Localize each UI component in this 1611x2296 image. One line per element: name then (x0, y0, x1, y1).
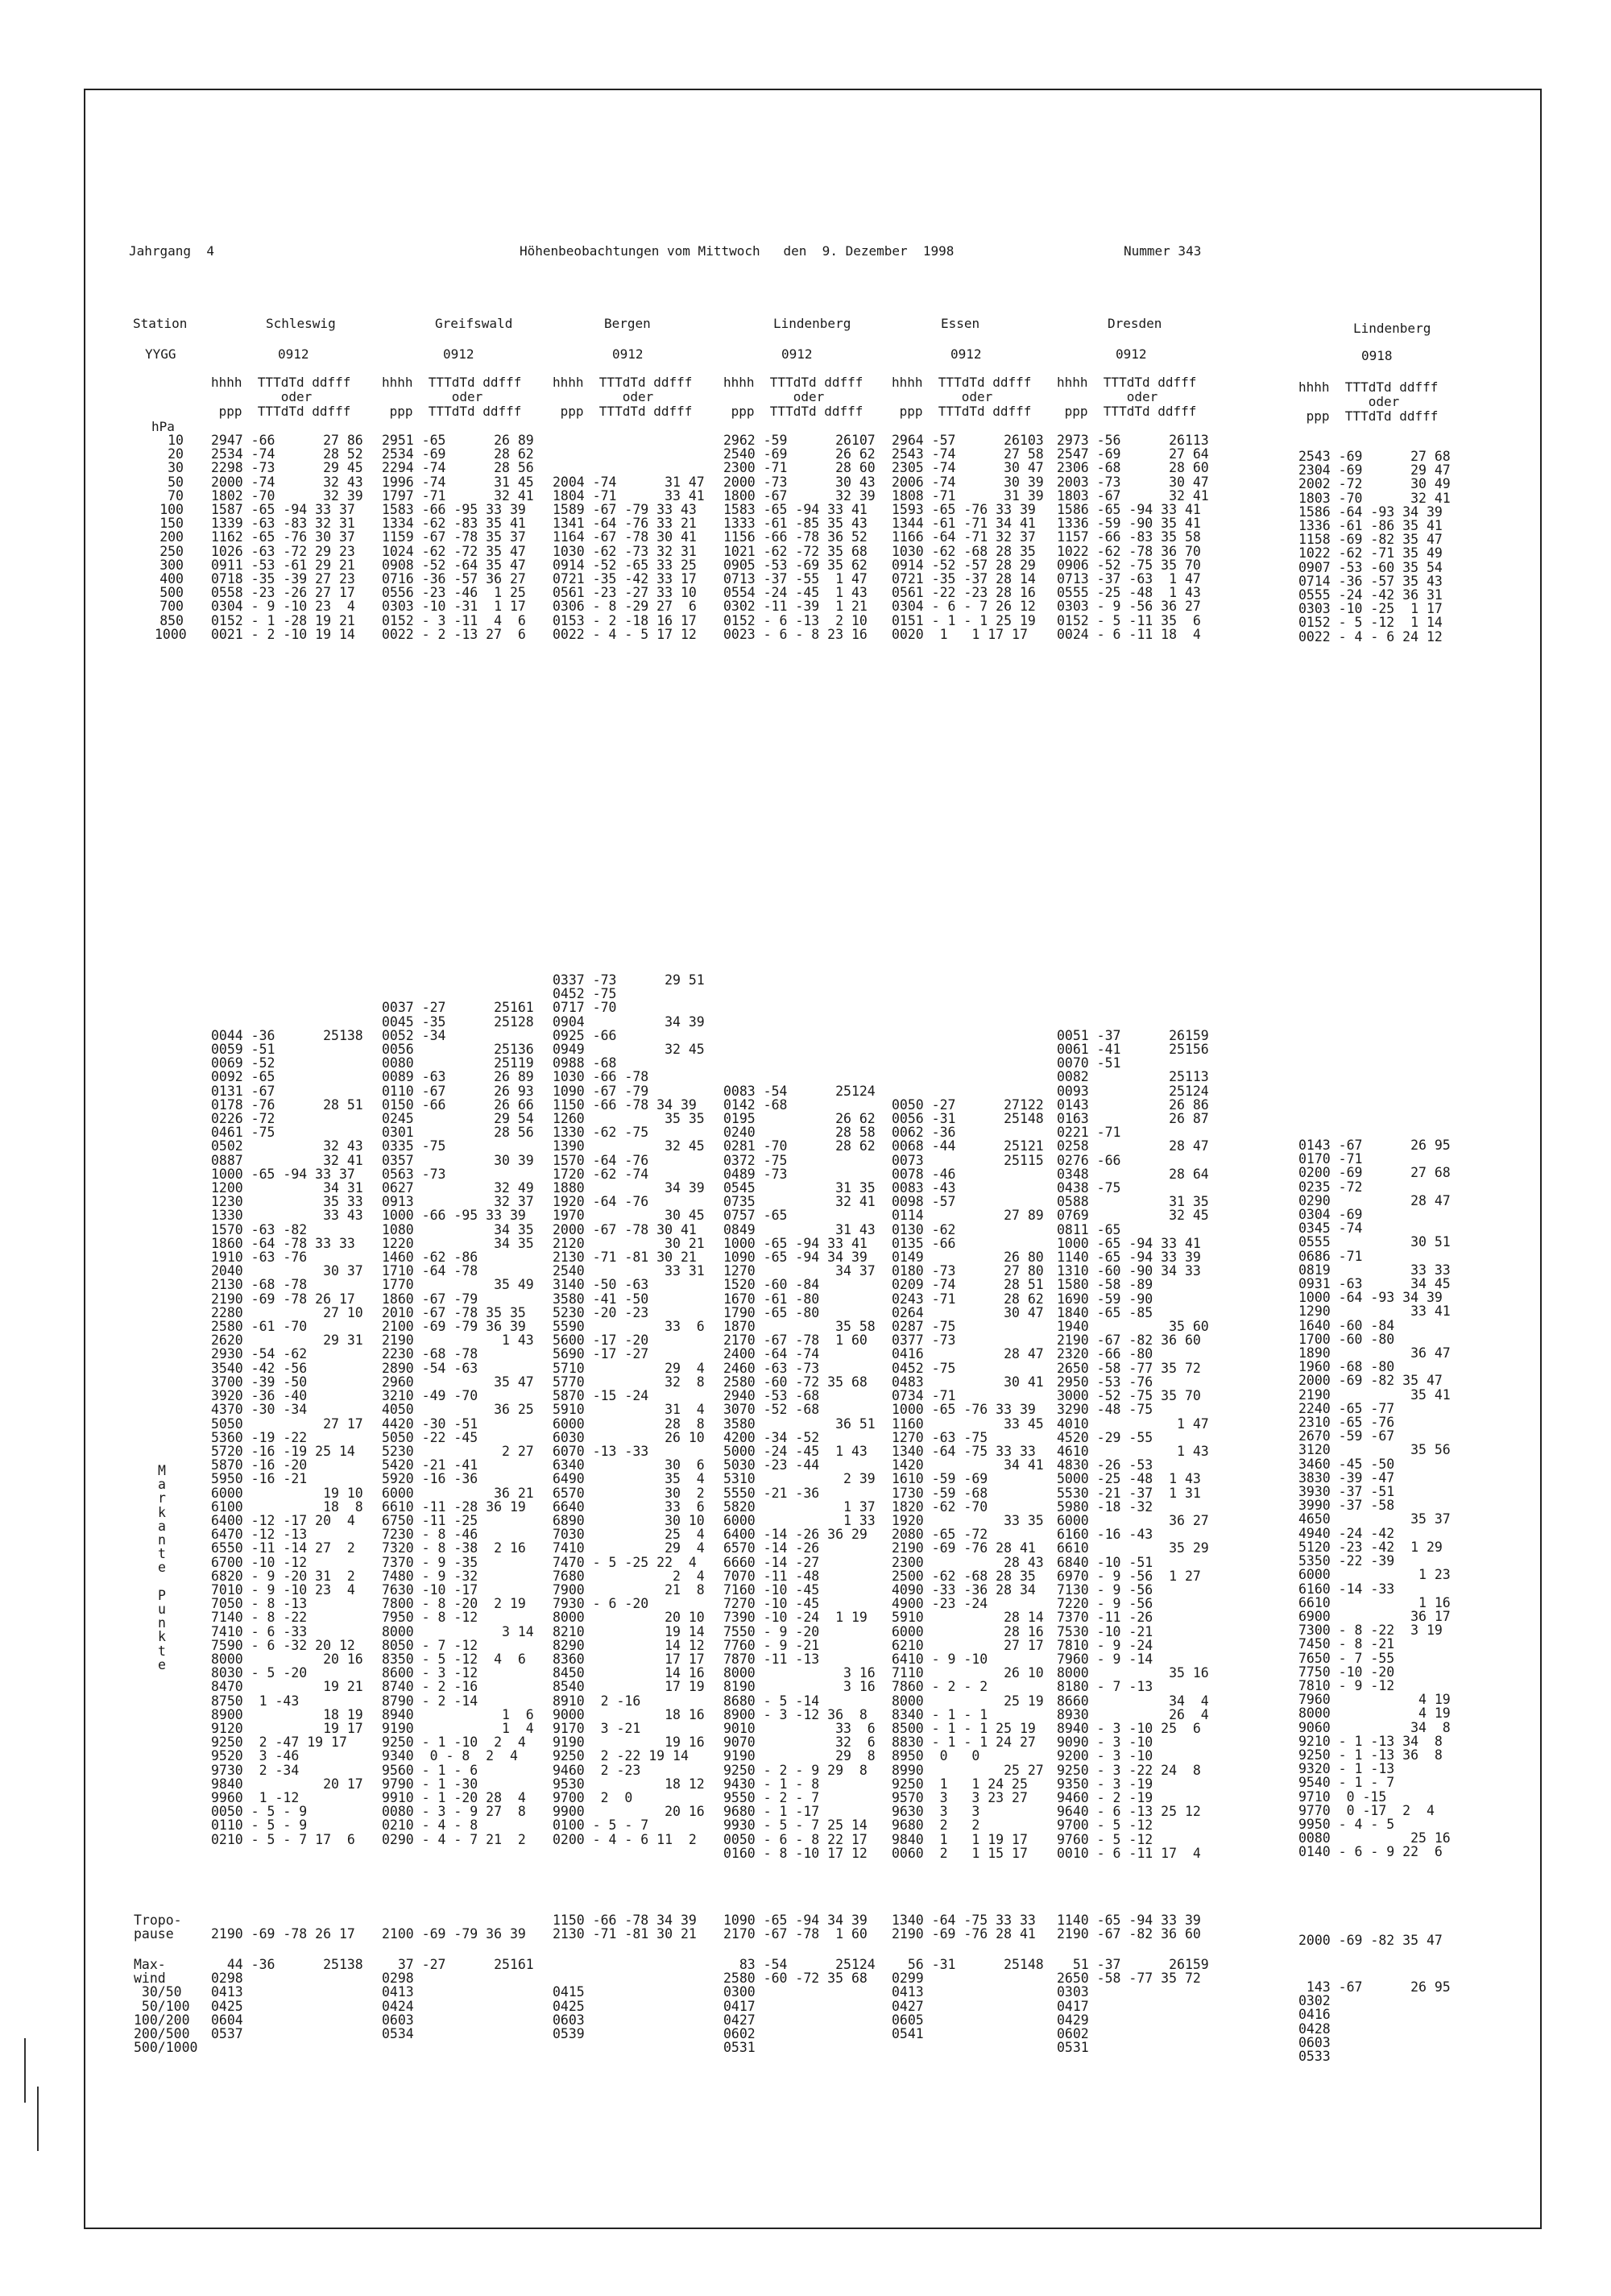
station-time: 0912 (781, 346, 813, 362)
station-name: Dresden (1108, 316, 1162, 331)
tropopause-greifswald: 2100 -69 -79 36 39 (382, 1926, 526, 1942)
tropopause-schleswig: 2190 -69 -78 26 17 (211, 1926, 355, 1942)
column-subheader: hhhh TTTdTd ddfff oder ppp TTTdTd ddfff (1057, 375, 1197, 419)
column-subheader: hhhh TTTdTd ddfff oder ppp TTTdTd ddfff (211, 375, 351, 419)
column-subheader: hhhh TTTdTd ddfff oder ppp TTTdTd ddfff (553, 375, 693, 419)
station-label: Station (133, 316, 188, 331)
tropopause-bergen: 1150 -66 -78 34 39 2130 -71 -81 30 21 (553, 1913, 697, 1942)
significant-points-lindenberg: 0083 -54 25124 0142 -68 0195 26 62 0240 28 58 0281 -70 28 62 0372 -75 0489 -73 0545 31 35 0735 32 41 0757 -65 0849 31 43 1000 -65 -94 33 41 1090 -65 -94 34 39 1270 34 37 1520 -60 -84 1670 -61 -80 1790 -65 -80 1870 35 58 2170 -67 -78 1 60 2400 -64 -74 2460 -63 -73 2580 -60 -72 35 68 2940 -53 -68 3070 -52 -68 3580 36 51 4200 -34 -52 5000 -24 -45 1 43 5030 -23 -44 5310 2 39 5550 -21 -36 5820 1 37 6000 1 33 6400 -14 -26 36 29 6570 -14 -26 6660 -14 -27 7070 -11 -48 7160 -10 -45 7270 -10 -45 7390 -10 -24 1 19 7550 - 9 -20 7760 - 9 -21 7870 -11 -13 8000 3 16 8190 3 16 8680 - 5 -14 8900 - 3 -12 36 8 9010 33 6 9070 32 6 9190 29 8 9250 - 2 - 9 29 8 9430 - 1 - 8 9550 - 2 - 7 9680 - 1 -17 9930 - 5 - 7 25 14 0050 - 6 - 8 22 17 0160 - 8 -10 17 12 (723, 1083, 876, 1861)
maxwind-lindenberg: 83 -54 25124 2580 -60 -72 35 68 0300 0417 0427 0602 0531 (723, 1957, 876, 2056)
maxwind-schleswig: 44 -36 25138 0298 0413 0425 0604 0537 (211, 1957, 363, 2042)
tropopause-essen: 1340 -64 -75 33 33 2190 -69 -76 28 41 (892, 1913, 1036, 1942)
standard-levels-lindenberg-0918: 2543 -69 27 68 2304 -69 29 47 2002 -72 30 49 1803 -70 32 41 1586 -64 -93 34 39 1336 -61 -86 35 41 1158 -69 -82 35 47 1022 -62 -71 35 49 0907 -53 -60 35 54 0714 -36 -57 35 43 0555 -24 -42 36 31 0303 -10 -25 1 17 0152 - 5 -12 1 14 0022 - 4 - 6 24 12 (1298, 449, 1451, 644)
hpa-label: hPa (151, 419, 175, 434)
standard-levels-lindenberg: 2962 -59 26107 2540 -69 26 62 2300 -71 28 60 2000 -73 30 43 1800 -67 32 39 1583 -65 -94 33 41 1333 -61 -85 35 43 1156 -66 -78 36 52 1021 -62 -72 35 68 0905 -53 -69 35 62 0713 -37 -55 1 47 0554 -24 -45 1 43 0302 -11 -39 1 21 0152 - 6 -13 2 10 0023 - 6 - 8 23 16 (723, 433, 876, 642)
station-name: Bergen (604, 316, 651, 331)
issue-number: Nummer 343 (1124, 243, 1202, 259)
station-name: Greifswald (435, 316, 513, 331)
maxwind-label: Max- wind 30/50 50/100 100/200 200/500 500/1000 (134, 1957, 198, 2056)
page-title: Höhenbeobachtungen vom Mittwoch den 9. Dezember 1998 (520, 243, 955, 259)
maxwind-bergen: 0415 0425 0603 0539 (553, 1984, 585, 2042)
column-subheader: hhhh TTTdTd ddfff oder ppp TTTdTd ddfff (723, 375, 863, 419)
standard-levels-essen: 2964 -57 26103 2543 -74 27 58 2305 -74 30 47 2006 -74 30 39 1808 -71 31 39 1593 -65 -76 33 39 1344 -61 -71 34 41 1166 -64 -71 32 37 1030 -62 -68 28 35 0914 -52 -57 28 29 0721 -35 -37 28 14 0561 -22 -23 28 16 0304 - 6 - 7 26 12 0151 - 1 - 1 25 19 0020 1 1 17 17 (892, 433, 1044, 642)
maxwind-lindenberg-0918: 143 -67 26 95 0302 0416 0428 0603 0533 (1298, 1979, 1451, 2065)
column-subheader: hhhh TTTdTd ddfff oder ppp TTTdTd ddfff (892, 375, 1032, 419)
standard-levels-bergen: 2004 -74 31 47 1804 -71 33 41 1589 -67 -79 33 43 1341 -64 -76 33 21 1164 -67 -78 30 41 1030 -62 -73 32 31 0914 -52 -65 33 25 0721 -35 -42 33 17 0561 -23 -27 33 10 0306 - 8 -29 27 6 0153 - 2 -18 16 17 0022 - 4 - 5 17 12 (553, 474, 705, 642)
maxwind-greifswald: 37 -27 25161 0298 0413 0424 0603 0534 (382, 1957, 534, 2042)
significant-points-schleswig: 0044 -36 25138 0059 -51 0069 -52 0092 -65 0131 -67 0178 -76 28 51 0226 -72 0461 -75 0502 32 43 0887 32 41 1000 -65 -94 33 37 1200 34 31 1230 35 33 1330 33 43 1570 -63 -82 1860 -64 -78 33 33 1910 -63 -76 2040 30 37 2130 -68 -78 2190 -69 -78 26 17 2280 27 10 2580 -61 -70 2620 29 31 2930 -54 -62 3540 -42 -56 3700 -39 -50 3920 -36 -40 4370 -30 -34 5050 27 17 5360 -19 -22 5720 -16 -19 25 14 5870 -16 -20 5950 -16 -21 6000 19 10 6100 18 8 6400 -12 -17 20 4 6470 -12 -13 6550 -11 -14 27 2 6700 -10 -12 6820 - 9 -20 31 2 7010 - 9 -10 23 4 7050 - 8 -13 7140 - 8 -22 7410 - 6 -33 7590 - 6 -32 20 12 8000 20 16 8030 - 5 -20 8470 19 21 8750 1 -43 8900 18 19 9120 19 17 9250 2 -47 19 17 9520 3 -46 9730 2 -34 9840 20 17 9960 1 -12 0050 - 5 - 9 0110 - 5 - 9 0210 - 5 - 7 17 6 (211, 1027, 363, 1847)
station-time: 0912 (1116, 346, 1147, 362)
tropopause-dresden: 1140 -65 -94 33 39 2190 -67 -82 36 60 (1057, 1913, 1201, 1942)
pressure-levels: 10 20 30 50 70 100 150 200 250 300 400 500 700 850 1000 (155, 433, 187, 642)
station-time: 0912 (278, 346, 309, 362)
tropopause-label: Tropo- pause (134, 1913, 182, 1942)
station-name: Lindenberg (773, 316, 851, 331)
standard-levels-dresden: 2973 -56 26113 2547 -69 27 64 2306 -68 28 60 2003 -73 30 47 1803 -67 32 41 1586 -65 -94 33 41 1336 -59 -90 35 41 1157 -66 -83 35 58 1022 -62 -78 36 70 0906 -52 -75 35 70 0713 -37 -63 1 47 0555 -25 -48 1 43 0303 - 9 -56 36 27 0152 - 5 -11 35 6 0024 - 6 -11 18 4 (1057, 433, 1209, 642)
station-time: 0912 (443, 346, 474, 362)
station-time: 0912 (950, 346, 982, 362)
column-subheader: hhhh TTTdTd ddfff oder ppp TTTdTd ddfff (382, 375, 522, 419)
punch-mark (24, 2038, 26, 2103)
maxwind-essen: 56 -31 25148 0299 0413 0427 0605 0541 (892, 1957, 1044, 2042)
station-time: 0918 (1361, 348, 1393, 363)
tropopause-lindenberg-0918: 2000 -69 -82 35 47 (1298, 1933, 1443, 1948)
standard-levels-schleswig: 2947 -66 27 86 2534 -74 28 52 2298 -73 29 45 2000 -74 32 43 1802 -70 32 39 1587 -65 -94 33 37 1339 -63 -83 32 31 1162 -65 -76 30 37 1026 -63 -72 29 23 0911 -53 -61 29 21 0718 -35 -39 27 23 0558 -23 -26 27 17 0304 - 9 -10 23 4 0152 - 1 -28 19 21 0021 - 2 -10 19 14 (211, 433, 363, 642)
column-subheader: hhhh TTTdTd ddfff oder ppp TTTdTd ddfff (1298, 379, 1439, 424)
yygg-label: YYGG (145, 346, 176, 362)
volume-label: Jahrgang 4 (129, 243, 214, 259)
markante-punkte-label: M a r k a n t e P u n k t e (158, 1463, 166, 1672)
significant-points-dresden: 0051 -37 26159 0061 -41 25156 0070 -51 0082 25113 0093 25124 0143 26 86 0163 26 87 0221 -71 0258 28 47 0276 -66 0348 28 64 0438 -75 0588 31 35 0769 32 45 0811 -65 1000 -65 -94 33 41 1140 -65 -94 33 39 1310 -60 -90 34 33 1580 -58 -89 1690 -59 -90 1840 -65 -85 1940 35 60 2190 -67 -82 36 60 2320 -66 -80 2650 -58 -77 35 72 2950 -53 -76 3000 -52 -75 35 70 3290 -48 -75 4010 1 47 4520 -29 -55 4610 1 43 4830 -26 -53 5000 -25 -48 1 43 5530 -21 -37 1 31 5980 -18 -32 6000 36 27 6160 -16 -43 6610 35 29 6840 -10 -51 6970 - 9 -56 1 27 7130 - 9 -56 7220 - 9 -56 7370 -11 -26 7530 -10 -21 7810 - 9 -24 7960 - 9 -14 8000 35 16 8180 - 7 -13 8660 34 4 8930 26 4 8940 - 3 -10 25 6 9090 - 3 -10 9200 - 3 -10 9250 - 3 -22 24 8 9350 - 3 -19 9460 - 2 -19 9640 - 6 -13 25 12 9700 - 5 -12 9760 - 5 -12 0010 - 6 -11 17 4 (1057, 1027, 1209, 1861)
significant-points-essen: 0050 -27 27122 0056 -31 25148 0062 -36 0068 -44 25121 0073 25115 0078 -46 0083 -43 0098 -57 0114 27 89 0130 -62 0135 -66 0149 26 80 0180 -73 27 80 0209 -74 28 51 0243 -71 28 62 0264 30 47 0287 -75 0377 -73 0416 28 47 0452 -75 0483 30 41 0734 -71 1000 -65 -76 33 39 1160 33 45 1270 -63 -75 1340 -64 -75 33 33 1420 34 41 1610 -59 -69 1730 -59 -68 1820 -62 -70 1920 33 35 2080 -65 -72 2190 -69 -76 28 41 2300 28 43 2500 -62 -68 28 35 4090 -33 -36 28 34 4900 -23 -24 5910 28 14 6000 28 16 6210 27 17 6410 - 9 -10 7110 26 10 7860 - 2 - 2 8000 25 19 8340 - 1 - 1 8500 - 1 - 1 25 19 8830 - 1 - 1 24 27 8950 0 0 8990 25 27 9250 1 1 24 25 9570 3 3 23 27 9630 3 3 9680 2 2 9840 1 1 19 17 0060 2 1 15 17 (892, 1096, 1044, 1861)
station-name: Schleswig (266, 316, 336, 331)
standard-levels-greifswald: 2951 -65 26 89 2534 -69 28 62 2294 -74 28 56 1996 -74 31 45 1797 -71 32 41 1583 -66 -95 33 39 1334 -62 -83 35 41 1159 -67 -78 35 37 1024 -62 -72 35 47 0908 -52 -64 35 47 0716 -36 -57 36 27 0556 -23 -46 1 25 0303 -10 -31 1 17 0152 - 3 -11 4 6 0022 - 2 -13 27 6 (382, 433, 534, 642)
station-name: Lindenberg (1353, 321, 1431, 336)
punch-mark (37, 2087, 39, 2151)
significant-points-bergen: 0337 -73 29 51 0452 -75 0717 -70 0904 34 39 0925 -66 0949 32 45 0988 -68 1030 -66 -78 1090 -67 -79 1150 -66 -78 34 39 1260 35 35 1330 -62 -75 1390 32 45 1570 -64 -76 1720 -62 -74 1880 34 39 1920 -64 -76 1970 30 45 2000 -67 -78 30 41 2120 30 21 2130 -71 -81 30 21 2540 33 31 3140 -50 -63 3580 -41 -50 5230 -20 -23 5590 33 6 5600 -17 -20 5690 -17 -27 5710 29 4 5770 32 8 5870 -15 -24 5910 31 4 6000 28 8 6030 26 10 6070 -13 -33 6340 30 6 6490 35 4 6570 30 2 6640 33 6 6890 30 10 7030 25 4 7410 29 4 7470 - 5 -25 22 4 7680 2 4 7900 21 8 7930 - 6 -20 8000 20 10 8210 19 14 8290 14 12 8360 17 17 8450 14 16 8540 17 19 8910 2 -16 9000 18 16 9170 3 -21 9190 19 16 9250 2 -22 19 14 9460 2 -23 9530 18 12 9700 2 0 9900 20 16 0100 - 5 - 7 0200 - 4 - 6 11 2 (553, 972, 705, 1847)
significant-points-greifswald: 0037 -27 25161 0045 -35 25128 0052 -34 0056 25136 0080 25119 0089 -63 26 89 0110 -67 26 93 0150 -66 26 66 0245 29 54 0301 28 56 0335 -75 0357 30 39 0563 -73 0627 32 49 0913 32 37 1000 -66 -95 33 39 1080 34 35 1220 34 35 1460 -62 -86 1710 -64 -78 1770 35 49 1860 -67 -79 2010 -67 -78 35 35 2100 -69 -79 36 39 2190 1 43 2230 -68 -78 2890 -54 -63 2960 35 47 3210 -49 -70 4050 36 25 4420 -30 -51 5050 -22 -45 5230 2 27 5420 -21 -41 5920 -16 -36 6000 36 21 6610 -11 -28 36 19 6750 -11 -25 7230 - 8 -46 7320 - 8 -38 2 16 7370 - 9 -35 7480 - 9 -32 7630 -10 -17 7800 - 8 -20 2 19 7950 - 8 -12 8000 3 14 8050 - 7 -12 8350 - 5 -12 4 6 8600 - 3 -12 8740 - 2 -16 8790 - 2 -14 8940 1 6 9190 1 4 9250 - 1 -10 2 4 9340 0 - 8 2 4 9560 - 1 - 6 9790 - 1 -30 9910 - 1 -20 28 4 0080 - 3 - 9 27 8 0210 - 4 - 8 0290 - 4 - 7 21 2 (382, 1000, 534, 1847)
station-name: Essen (941, 316, 980, 331)
maxwind-dresden: 51 -37 26159 2650 -58 -77 35 72 0303 0417 0429 0602 0531 (1057, 1957, 1209, 2056)
station-time: 0912 (612, 346, 644, 362)
significant-points-lindenberg-0918: 0143 -67 26 95 0170 -71 0200 -69 27 68 0235 -72 0290 28 47 0304 -69 0345 -74 0555 30 51 0686 -71 0819 33 33 0931 -63 34 45 1000 -64 -93 34 39 1290 33 41 1640 -60 -84 1700 -60 -80 1890 36 47 1960 -68 -80 2000 -69 -82 35 47 2190 35 41 2240 -65 -77 2310 -65 -76 2670 -59 -67 3120 35 56 3460 -45 -50 3830 -39 -47 3930 -37 -51 3990 -37 -58 4650 35 37 4940 -24 -42 5120 -23 -42 1 29 5350 -22 -39 6000 1 23 6160 -14 -33 6610 1 16 6900 36 17 7300 - 8 -22 3 19 7450 - 8 -21 7650 - 7 -55 7750 -10 -20 7810 - 9 -12 7960 4 19 8000 4 19 9060 34 8 9210 - 1 -13 34 8 9250 - 1 -13 36 8 9320 - 1 -13 9540 - 1 - 7 9710 0 -15 9770 0 -17 2 4 9950 - 4 - 5 0080 25 16 0140 - 6 - 9 22 6 (1298, 1138, 1451, 1860)
tropopause-lindenberg: 1090 -65 -94 34 39 2170 -67 -78 1 60 (723, 1913, 868, 1942)
